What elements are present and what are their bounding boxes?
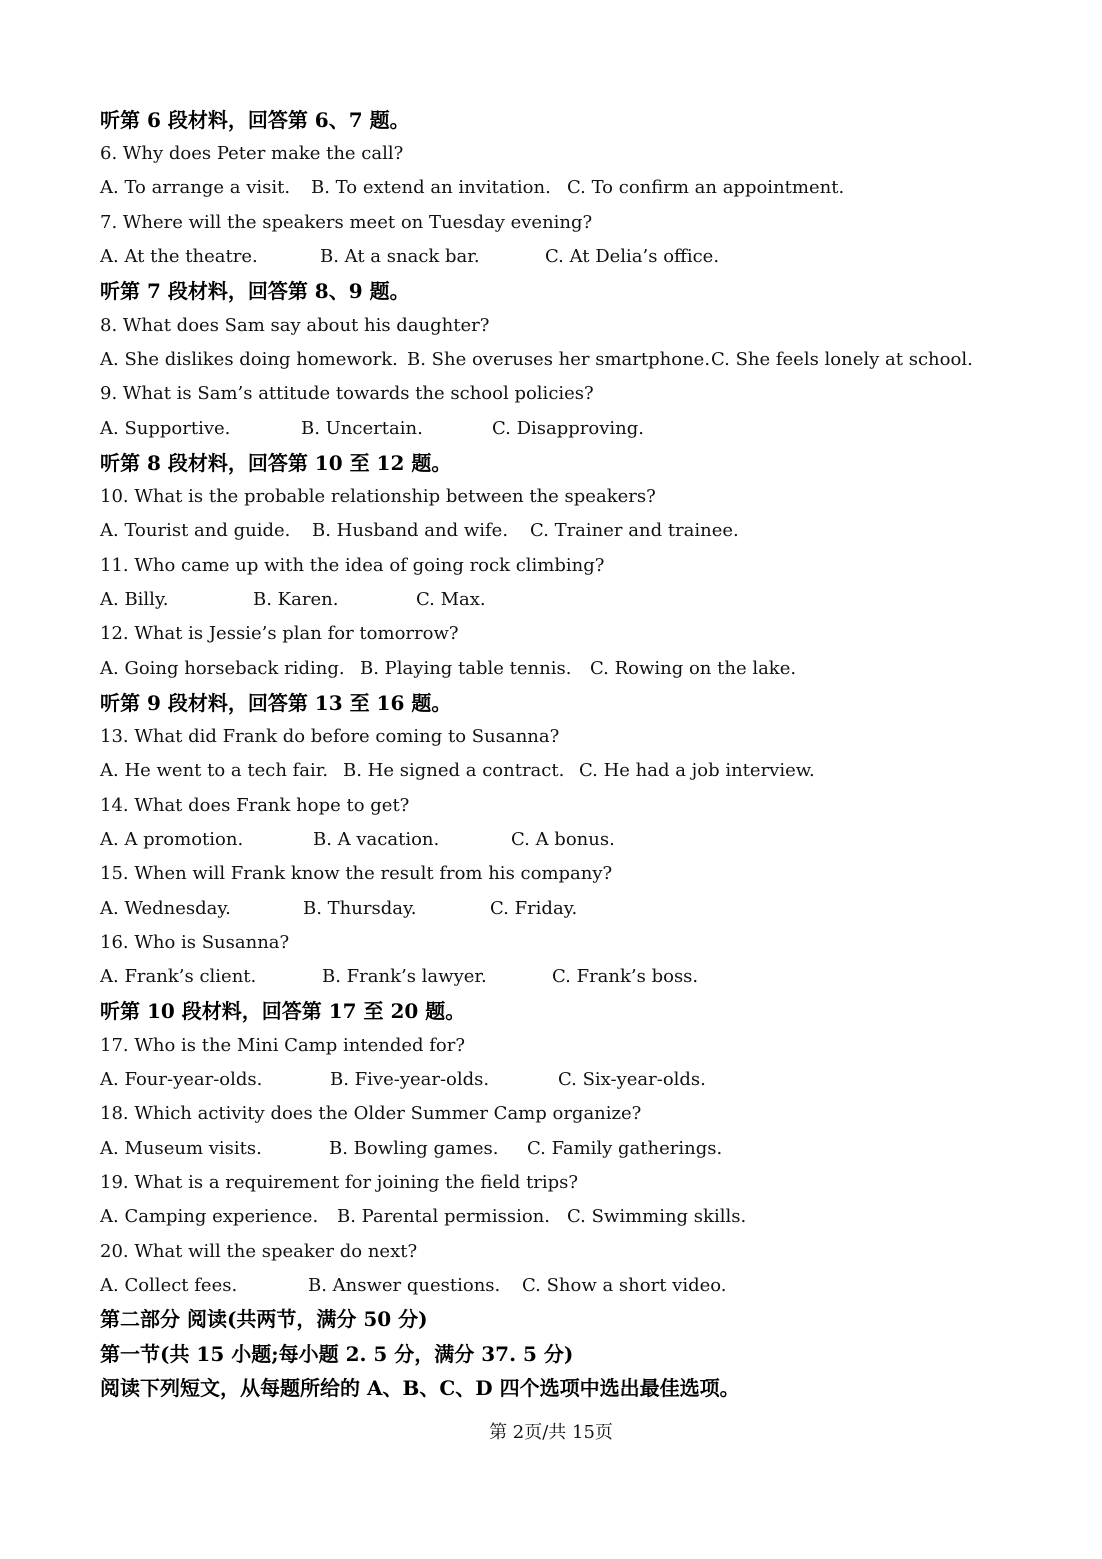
section-heading: 听第 9 段材料，回答第 13 至 16 题。 bbox=[100, 691, 452, 715]
option-b: B. Bowling games. bbox=[329, 1138, 499, 1159]
option-c: C. Trainer and trainee. bbox=[530, 520, 739, 541]
option-b: B. To extend an invitation. bbox=[311, 177, 551, 198]
option-a: A. Tourist and guide. bbox=[100, 520, 291, 541]
question-text: 6. Why does Peter make the call? bbox=[100, 143, 404, 164]
option-a: A. Supportive. bbox=[100, 418, 231, 439]
option-c: C. Max. bbox=[416, 589, 486, 610]
option-a: A. To arrange a visit. bbox=[100, 177, 291, 198]
option-c: C. He had a job interview. bbox=[579, 760, 815, 781]
option-b: B. Playing table tennis. bbox=[360, 658, 572, 679]
option-c: C. Frank’s boss. bbox=[552, 966, 699, 987]
question-text: 19. What is a requirement for joining the field trips? bbox=[100, 1172, 579, 1193]
question-text: 16. Who is Susanna? bbox=[100, 932, 290, 953]
option-c: C. Rowing on the lake. bbox=[590, 658, 797, 679]
question-text: 7. Where will the speakers meet on Tuesday evening? bbox=[100, 212, 593, 233]
option-c: C. Family gatherings. bbox=[527, 1138, 723, 1159]
question-text: 20. What will the speaker do next? bbox=[100, 1241, 418, 1262]
question-text: 9. What is Sam’s attitude towards the school policies? bbox=[100, 383, 594, 404]
question-text: 13. What did Frank do before coming to Susanna? bbox=[100, 726, 560, 747]
question-text: 10. What is the probable relationship between the speakers? bbox=[100, 486, 656, 507]
option-a: A. He went to a tech fair. bbox=[100, 760, 329, 781]
option-b: B. Karen. bbox=[253, 589, 339, 610]
question-text: 11. Who came up with the idea of going rock climbing? bbox=[100, 555, 605, 576]
question-text: 12. What is Jessie’s plan for tomorrow? bbox=[100, 623, 459, 644]
section-heading: 听第 10 段材料，回答第 17 至 20 题。 bbox=[100, 999, 466, 1023]
option-c: C. Show a short video. bbox=[522, 1275, 727, 1296]
question-text: 14. What does Frank hope to get? bbox=[100, 795, 410, 816]
section-heading: 听第 7 段材料，回答第 8、9 题。 bbox=[100, 279, 410, 303]
section-heading: 听第 6 段材料，回答第 6、7 题。 bbox=[100, 108, 410, 132]
option-a: A. Four-year-olds. bbox=[100, 1069, 263, 1090]
section-heading: 听第 8 段材料，回答第 10 至 12 题。 bbox=[100, 451, 452, 475]
option-b: B. Husband and wife. bbox=[312, 520, 509, 541]
question-text: 18. Which activity does the Older Summer Camp organize? bbox=[100, 1103, 642, 1124]
option-b: B. Five-year-olds. bbox=[330, 1069, 490, 1090]
option-c: C. Friday. bbox=[490, 898, 578, 919]
option-a: A. Camping experience. bbox=[100, 1206, 319, 1227]
page-number: 第 2页/共 15页 bbox=[489, 1422, 613, 1443]
option-a: A. She dislikes doing homework. bbox=[100, 349, 398, 370]
option-b: B. Frank’s lawyer. bbox=[322, 966, 487, 987]
option-b: B. He signed a contract. bbox=[343, 760, 565, 781]
part-two-title: 第二部分 阅读(共两节，满分 50 分) bbox=[100, 1307, 428, 1331]
option-a: A. Museum visits. bbox=[100, 1138, 262, 1159]
option-a: A. Frank’s client. bbox=[100, 966, 257, 987]
section-one-title: 第一节(共 15 小题;每小题 2. 5 分，满分 37. 5 分) bbox=[100, 1342, 574, 1366]
option-b: B. At a snack bar. bbox=[320, 246, 480, 267]
option-c: C. She feels lonely at school. bbox=[711, 349, 973, 370]
option-c: C. Swimming skills. bbox=[567, 1206, 747, 1227]
option-a: A. Wednesday. bbox=[100, 898, 231, 919]
option-a: A. Collect fees. bbox=[100, 1275, 238, 1296]
option-b: B. Answer questions. bbox=[308, 1275, 501, 1296]
option-c: C. Six-year-olds. bbox=[558, 1069, 706, 1090]
question-text: 8. What does Sam say about his daughter? bbox=[100, 315, 490, 336]
question-text: 15. When will Frank know the result from his company? bbox=[100, 863, 613, 884]
option-c: C. At Delia’s office. bbox=[545, 246, 720, 267]
option-b: B. A vacation. bbox=[313, 829, 440, 850]
option-a: A. A promotion. bbox=[100, 829, 244, 850]
option-a: A. Billy. bbox=[100, 589, 169, 610]
option-c: C. To confirm an appointment. bbox=[567, 177, 845, 198]
option-a: A. Going horseback riding. bbox=[100, 658, 345, 679]
option-b: B. Parental permission. bbox=[337, 1206, 550, 1227]
option-b: B. Uncertain. bbox=[301, 418, 423, 439]
reading-instruction: 阅读下列短文，从每题所给的 A、B、C、D 四个选项中选出最佳选项。 bbox=[100, 1376, 740, 1400]
option-c: C. A bonus. bbox=[511, 829, 615, 850]
option-b: B. She overuses her smartphone. bbox=[407, 349, 711, 370]
option-c: C. Disapproving. bbox=[492, 418, 644, 439]
option-b: B. Thursday. bbox=[303, 898, 417, 919]
option-a: A. At the theatre. bbox=[100, 246, 258, 267]
question-text: 17. Who is the Mini Camp intended for? bbox=[100, 1035, 465, 1056]
